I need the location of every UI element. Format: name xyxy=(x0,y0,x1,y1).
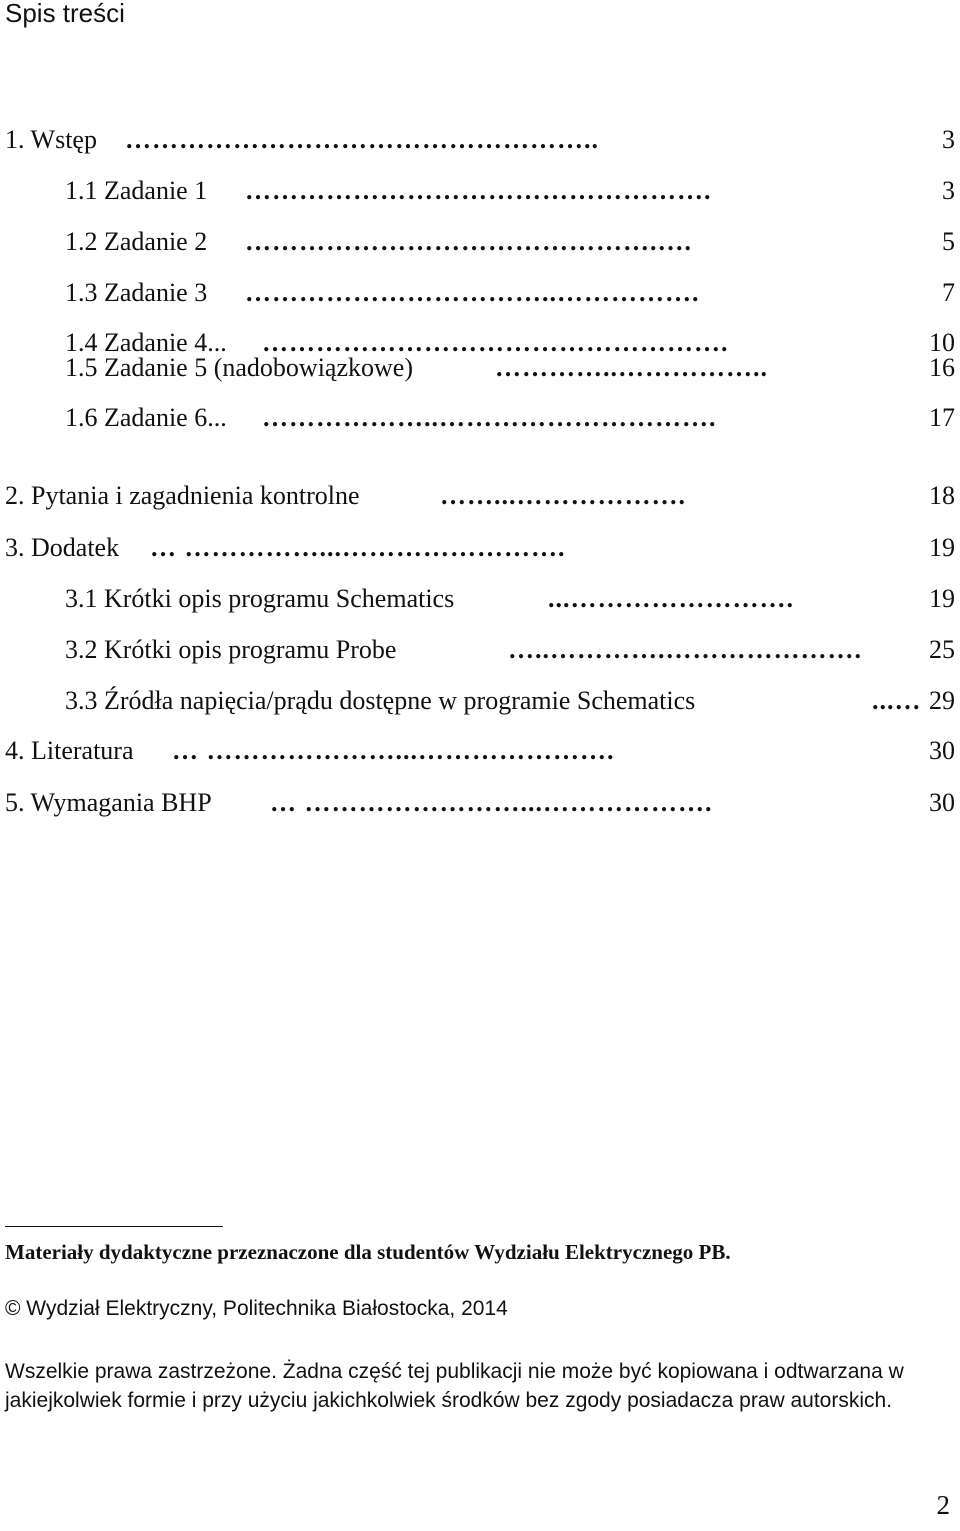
toc-entry-page: 10 xyxy=(929,328,955,357)
toc-entry[interactable] xyxy=(0,683,960,723)
materials-note: Materiały dydaktyczne przeznaczone dla studentów Wydziału Elektrycznego PB. xyxy=(5,1240,731,1264)
toc-entry-page: 16 xyxy=(929,353,955,382)
toc-entry-page: 30 xyxy=(929,788,955,817)
rights-notice: Wszelkie prawa zastrzeżone. Żadna część tej publikacji nie może być kopiowana i odtwarzana w jakiejkolwiek formie i przy użyciu jakichkolwiek środków bez zgody posiadacza praw autorskich. xyxy=(5,1360,904,1412)
toc-entry-label: 1.5 Zadanie 5 (nadobowiązkowe) xyxy=(65,353,413,382)
toc-entry-label: 5. Wymagania BHP xyxy=(5,788,212,817)
toc-entry-label: 1.4 Zadanie 4... xyxy=(65,328,227,357)
toc-entry-leader: …………..…………….. xyxy=(495,353,768,382)
toc-entry-leader: ……………………………..……………. xyxy=(245,278,700,307)
toc-entry-label: 3.2 Krótki opis programu Probe xyxy=(65,635,397,664)
toc-entry-page: 19 xyxy=(929,533,955,562)
toc-entry-leader: …..………….…………………. xyxy=(508,635,862,664)
toc-entry-leader: ……...………………. xyxy=(440,481,686,510)
toc-entry-leader: ...… xyxy=(872,686,922,715)
toc-entry[interactable] xyxy=(0,581,960,621)
toc-entry[interactable] xyxy=(0,275,960,315)
toc-entry[interactable] xyxy=(0,224,960,264)
toc-entry-page: 3 xyxy=(942,125,955,154)
toc-entry[interactable] xyxy=(0,350,960,390)
toc-entry-leader: …………………………………………….. xyxy=(125,125,599,154)
toc-entry[interactable] xyxy=(0,632,960,672)
toc-entry-leader: ………………..…………………………. xyxy=(262,403,717,432)
page-number: 2 xyxy=(936,1490,950,1520)
toc-entry[interactable] xyxy=(0,478,960,518)
toc-entry-label: 3.3 Źródła napięcia/prądu dostępne w programie Schematics xyxy=(65,686,696,715)
toc-entry-label: 2. Pytania i zagadnienia kontrolne xyxy=(5,481,360,510)
toc-entry-leader: … ……………...……………………. xyxy=(150,533,566,562)
toc-entry-label: 3. Dodatek xyxy=(5,533,120,562)
toc-entry-leader: ……………………………………….…. xyxy=(245,227,692,256)
toc-entry-page: 17 xyxy=(929,403,955,432)
toc-entry[interactable] xyxy=(0,400,960,440)
toc-entry-label: 1.2 Zadanie 2 xyxy=(65,227,208,256)
toc-entry[interactable] xyxy=(0,122,960,162)
toc-entry-label: 4. Literatura xyxy=(5,736,134,765)
toc-entry-label: 1.1 Zadanie 1 xyxy=(65,176,208,205)
toc-entry-page: 5 xyxy=(942,227,955,256)
toc-entry-label: 1. Wstęp xyxy=(5,125,97,154)
toc-entry-page: 3 xyxy=(942,176,955,205)
toc-entry-page: 29 xyxy=(929,686,955,715)
toc-entry-page: 25 xyxy=(929,635,955,664)
toc-entry-label: 1.6 Zadanie 6... xyxy=(65,403,227,432)
toc-entry-leader: ……………………………………………. xyxy=(245,176,712,205)
toc-entry-label: 3.1 Krótki opis programu Schematics xyxy=(65,584,455,613)
toc-entry-leader: … …………………...…………………. xyxy=(172,736,615,765)
copyright-notice: © Wydział Elektryczny, Politechnika Białostocka, 2014 xyxy=(5,1297,508,1320)
toc-entry-page: 7 xyxy=(942,278,955,307)
toc-entry-leader: ……………………………………………. xyxy=(262,328,729,357)
toc-entry[interactable] xyxy=(0,173,960,213)
toc-entry-leader: ...……………………. xyxy=(548,584,794,613)
toc-entry-page: 19 xyxy=(929,584,955,613)
page-title: Spis treści xyxy=(5,0,125,28)
toc-entry[interactable] xyxy=(0,733,960,773)
toc-entry-page: 18 xyxy=(929,481,955,510)
toc-entry[interactable] xyxy=(0,785,960,825)
footnote-separator xyxy=(5,1226,223,1227)
toc-entry-page: 30 xyxy=(929,736,955,765)
toc-entry[interactable] xyxy=(0,530,960,570)
toc-entry-leader: … ……………………...………………. xyxy=(270,788,713,817)
toc-entry-label: 1.3 Zadanie 3 xyxy=(65,278,208,307)
